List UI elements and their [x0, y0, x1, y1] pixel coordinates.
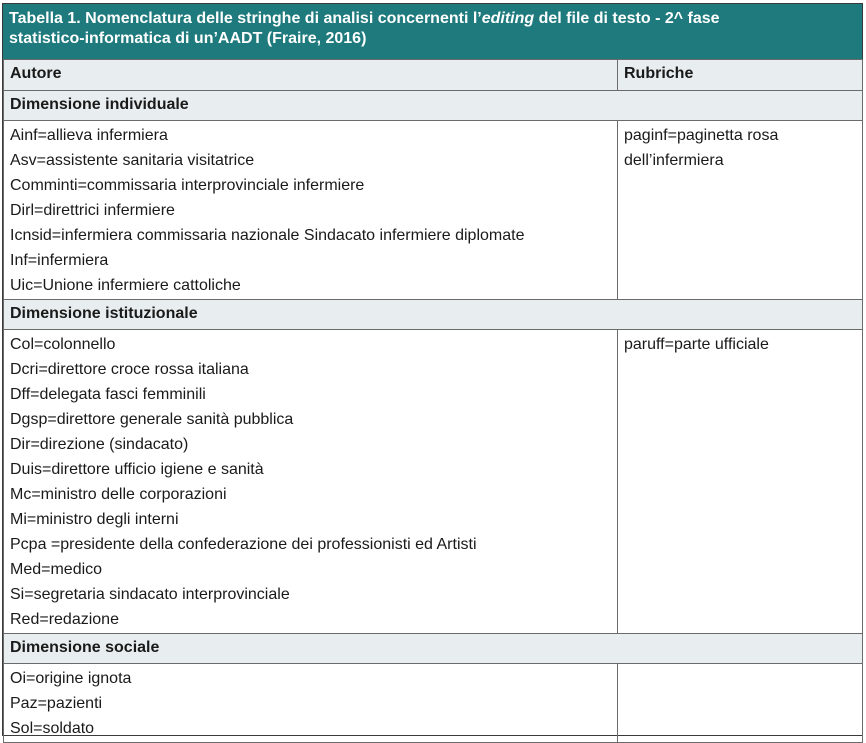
author-item: Mc=ministro delle corporazioni — [10, 486, 227, 503]
section-row — [4, 91, 863, 121]
rubric-cell — [618, 330, 863, 634]
author-item: Dff=delegata fasci femminili — [10, 386, 206, 403]
rubric-item: paruff=parte ufficiale — [624, 336, 769, 353]
table-caption — [3, 4, 862, 59]
author-item: Red=redazione — [10, 611, 119, 628]
author-item: Si=segretaria sindacato interprovinciale — [10, 586, 290, 603]
section-content-row — [4, 121, 863, 300]
author-item: Comminti=commissaria interprovinciale infermiere — [10, 177, 365, 194]
section-content-row — [4, 664, 863, 743]
author-cell — [4, 121, 618, 300]
author-item: Sol=soldato — [10, 720, 95, 737]
caption-emphasis: editing — [481, 10, 535, 27]
author-item: Col=colonnello — [10, 336, 116, 353]
caption-line-1: Tabella 1. Nomenclatura delle stringhe di analisi concernenti l’editing del file di testo - 2^ fase — [9, 10, 720, 27]
author-item: Ainf=allieva infermiera — [10, 127, 168, 144]
caption-line-2: statistico-informatica di un’AADT (Fraire, 2016) — [9, 30, 367, 47]
author-item: Duis=direttore ufficio igiene e sanità — [10, 461, 264, 478]
author-cell — [4, 330, 618, 634]
author-item: Paz=pazienti — [10, 695, 103, 712]
rubric-item: dell’infermiera — [624, 152, 724, 169]
header-rubriche: Rubriche — [618, 60, 863, 91]
author-item: Uic=Unione infermiere cattoliche — [10, 277, 241, 294]
author-item: Dgsp=direttore generale sanità pubblica — [10, 411, 294, 428]
rubric-cell — [618, 121, 863, 300]
author-item: Dirl=direttrici infermiere — [10, 202, 175, 219]
author-item: Mi=ministro degli interni — [10, 511, 179, 528]
rubric-item: paginf=paginetta rosa — [624, 127, 779, 144]
author-item: Inf=infermiera — [10, 252, 109, 269]
author-item: Dir=direzione (sindacato) — [10, 436, 189, 453]
section-title: Dimensione sociale — [4, 634, 863, 664]
header-row — [4, 60, 863, 91]
author-cell — [4, 664, 618, 743]
author-item: Oi=origine ignota — [10, 670, 132, 687]
header-autore: Autore — [4, 60, 618, 91]
section-row — [4, 300, 863, 330]
author-item: Pcpa =presidente della confederazione dei professionisti ed Artisti — [10, 536, 477, 553]
section-title: Dimensione istituzionale — [4, 300, 863, 330]
author-item: Dcri=direttore croce rossa italiana — [10, 361, 249, 378]
table-frame — [2, 3, 863, 736]
author-item: Icnsid=infermiera commissaria nazionale Sindacato infermiere diplomate — [10, 227, 525, 244]
section-row — [4, 634, 863, 664]
rubric-cell — [618, 664, 863, 743]
author-item: Med=medico — [10, 561, 103, 578]
section-content-row — [4, 330, 863, 634]
nomenclature-table — [3, 59, 863, 743]
section-title: Dimensione individuale — [4, 91, 863, 121]
author-item: Asv=assistente sanitaria visitatrice — [10, 152, 255, 169]
